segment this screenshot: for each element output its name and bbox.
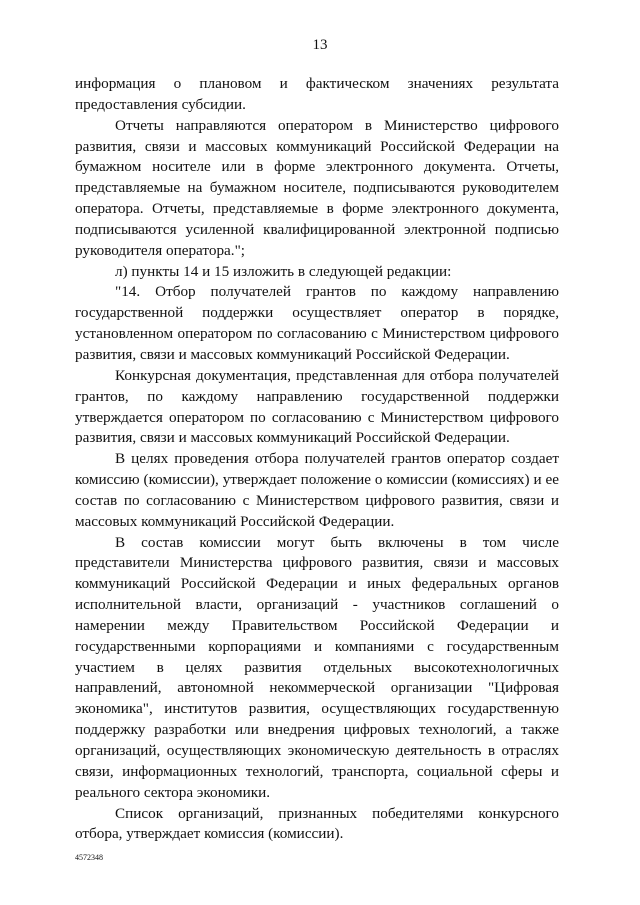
paragraph-continuation: информация о плановом и фактическом значениях результата предоставления субсидии. [75,75,559,113]
document-id: 4572348 [75,853,103,862]
paragraph-amendment-l: л) пункты 14 и 15 изложить в следующей редакции: [115,262,452,280]
paragraph-commission-members: В состав комиссии могут быть включены в том числе представители Министерства цифрового развития, связи и массовых коммуникаций Российской Федерации и иных федеральных органов исполнительной власти, организаций - участников соглашений о намерении между Правительством Российской Федерации и государственными корпорациями и компаниями с государственным участием в целях развития отдельных высокотехнологичных направлений, автономной некоммерческой организации "Цифровая экономика", институтов развития, осуществляющих государственную поддержку разработки или внедрения цифровых технологий, а также организаций, осуществляющих экономическую деятельность в отраслях связи, информационных технологий, транспорта, социальной сферы и реального сектора экономики. [75,533,559,801]
paragraph-competition-docs: Конкурсная документация, представленная для отбора получателей грантов, по каждому направлению государственной поддержки утверждается оператором по согласованию с Министерством цифрового развития, связи и массовых коммуникаций Российской Федерации. [75,366,559,447]
paragraph-item-14: "14. Отбор получателей грантов по каждому направлению государственной поддержки осуществляет оператор в порядке, установленном оператором по согласованию с Министерством цифрового развития, связи и массовых коммуникаций Российской Федерации. [75,283,559,363]
paragraph-commission-creation: В целях проведения отбора получателей грантов оператор создает комиссию (комиссии), утверждает положение о комиссии (комиссиях) и ее состав по согласованию с Министерством цифрового развития, связи и массовых коммуникаций Российской Федерации. [75,450,559,530]
paragraph-winners-list: Список организаций, признанных победителями конкурсного отбора, утверждает комиссия (комиссии). [75,804,559,843]
paragraph-reports: Отчеты направляются оператором в Министерство цифрового развития, связи и массовых коммуникаций Российской Федерации на бумажном носителе или в форме электронного документа. Отчеты, представляемые на бумажном носителе, подписываются руководителем оператора. Отчеты, представляемые в форме электронного документа, подписываются усиленной квалифицированной электронной подписью руководителя оператора."; [75,116,559,259]
page-number: 13 [312,37,328,53]
document-body [75,74,559,845]
